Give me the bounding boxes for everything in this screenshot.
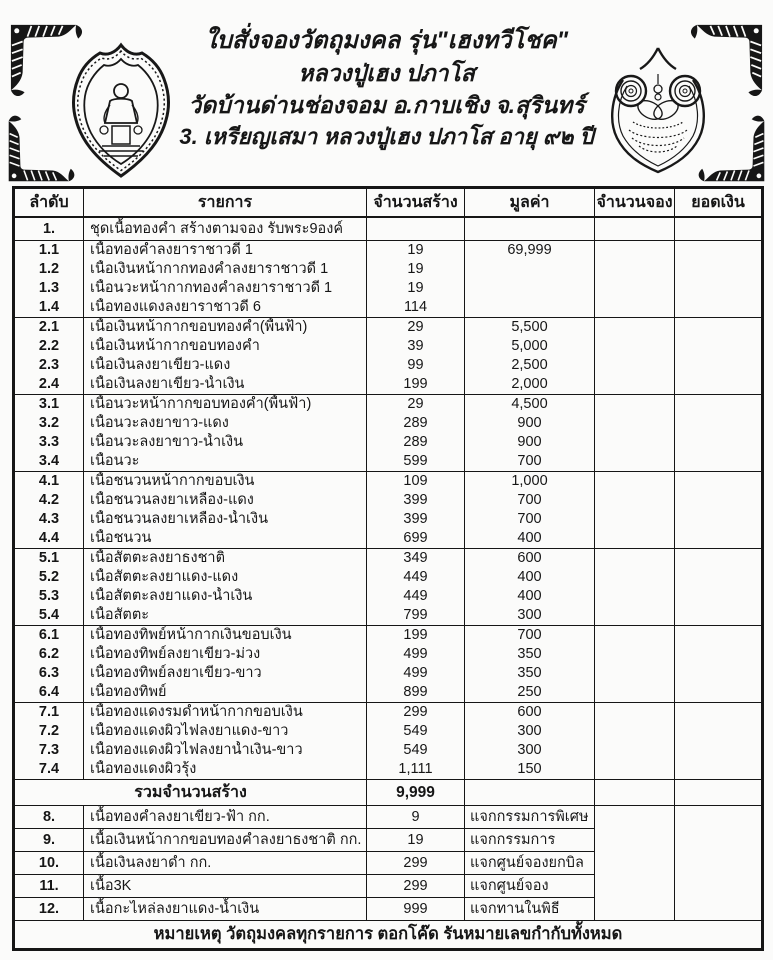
row-value: 1,000 bbox=[465, 472, 595, 492]
row-amount bbox=[675, 491, 763, 510]
row-made: 899 bbox=[367, 683, 465, 703]
row-reserved bbox=[595, 491, 675, 510]
row-item: เนื้อทองแดงผิวไฟลงยาแดง-ขาว bbox=[84, 722, 367, 741]
row-value: 400 bbox=[465, 529, 595, 549]
row-reserved bbox=[595, 452, 675, 472]
row-made: 289 bbox=[367, 433, 465, 452]
table-row bbox=[14, 568, 763, 587]
table-row bbox=[14, 433, 763, 452]
title-line-3: วัดบ้านด่านช่องจอม อ.กาบเชิง จ.สุรินทร์ bbox=[188, 92, 585, 119]
row-made: 999 bbox=[367, 898, 465, 921]
row-number: 5.2 bbox=[38, 569, 60, 586]
row-reserved bbox=[595, 760, 675, 780]
row-number: 7.3 bbox=[38, 742, 60, 759]
row-value: 700 bbox=[465, 491, 595, 510]
row-reserved bbox=[595, 298, 675, 318]
row-made: 599 bbox=[367, 452, 465, 472]
row-item: เนื้อชนวนลงยาเหลือง-น้ำเงิน bbox=[84, 510, 367, 529]
row-note: แจกกรรมการ bbox=[465, 829, 595, 852]
row-number: 3.1 bbox=[14, 395, 84, 415]
footer-note: หมายเหตุ วัตถุมงคลทุกรายการ ตอกโค๊ด รันหมายเลขกำกับทั้งหมด bbox=[14, 921, 763, 950]
col-header-made: จำนวนสร้าง bbox=[367, 188, 465, 218]
table-row bbox=[14, 510, 763, 529]
row-item: เนื้อทองทิพย์ลงยาเขียว-ขาว bbox=[84, 664, 367, 683]
row-number: 6.1 bbox=[14, 626, 84, 646]
row-reserved bbox=[595, 626, 675, 646]
form-header bbox=[0, 0, 773, 186]
row-item: เนื้อกะไหล่ลงยาแดง-น้ำเงิน bbox=[84, 898, 367, 921]
row-item: เนื้อเงินหน้ากากขอบทองคำ(พื้นฟ้า) bbox=[84, 318, 367, 338]
row-made: 549 bbox=[367, 741, 465, 760]
table-row bbox=[14, 298, 763, 318]
row-number: 12. bbox=[14, 898, 84, 921]
row-value: 350 bbox=[465, 664, 595, 683]
row-made: 499 bbox=[367, 664, 465, 683]
row-amount bbox=[675, 722, 763, 741]
footer-note-row bbox=[14, 921, 763, 950]
row-amount bbox=[675, 529, 763, 549]
row-amount bbox=[675, 626, 763, 646]
amulet-back-image bbox=[599, 46, 717, 178]
row-item: เนื้อทองแดงรมดำหน้ากากขอบเงิน bbox=[84, 703, 367, 723]
row-number: 7.2 bbox=[38, 723, 60, 740]
row-value: 600 bbox=[465, 549, 595, 569]
row-number: 1.4 bbox=[38, 299, 60, 316]
row-note: แจกทานในพิธี bbox=[465, 898, 595, 921]
row-note: แจกกรรมการพิเศษ bbox=[465, 806, 595, 829]
row-number: 6.2 bbox=[38, 646, 60, 663]
row-number: 2.3 bbox=[38, 357, 60, 374]
row-value bbox=[465, 298, 595, 318]
set-row bbox=[14, 217, 763, 241]
row-amount bbox=[675, 217, 763, 241]
table-row bbox=[14, 645, 763, 664]
row-reserved bbox=[595, 568, 675, 587]
row-value: 2,000 bbox=[465, 375, 595, 395]
row-reserved bbox=[595, 337, 675, 356]
row-amount bbox=[675, 741, 763, 760]
col-header-item: รายการ bbox=[84, 188, 367, 218]
row-made bbox=[367, 217, 465, 241]
row-value: 4,500 bbox=[465, 395, 595, 415]
row-item: เนื้อนวะลงยาขาว-แดง bbox=[84, 414, 367, 433]
row-item: เนื้อทองแดงผิวรุ้ง bbox=[84, 760, 367, 780]
row-value: 5,500 bbox=[465, 318, 595, 338]
table-row bbox=[14, 318, 763, 338]
row-item: เนื้อทองคำลงยาเขียว-ฟ้า กก. bbox=[84, 806, 367, 829]
row-amount bbox=[675, 664, 763, 683]
row-amount bbox=[675, 683, 763, 703]
row-value: 400 bbox=[465, 568, 595, 587]
row-amount bbox=[675, 549, 763, 569]
row-note: แจกศูนย์จอง bbox=[465, 875, 595, 898]
row-item: เนื้อทองทิพย์ bbox=[84, 683, 367, 703]
table-row bbox=[14, 452, 763, 472]
row-number: 1.1 bbox=[14, 241, 84, 261]
row-reserved bbox=[595, 414, 675, 433]
row-item: เนื้อเงินลงยาเขียว-แดง bbox=[84, 356, 367, 375]
row-number: 3.2 bbox=[38, 415, 60, 432]
row-item: เนื้อชนวน bbox=[84, 529, 367, 549]
table-row bbox=[14, 664, 763, 683]
row-made: 99 bbox=[367, 356, 465, 375]
row-made: 29 bbox=[367, 395, 465, 415]
row-reserved bbox=[595, 241, 675, 261]
order-table-header bbox=[14, 188, 763, 218]
row-number: 2.2 bbox=[38, 338, 60, 355]
table-row bbox=[14, 606, 763, 626]
row-made: 799 bbox=[367, 606, 465, 626]
table-row bbox=[14, 703, 763, 723]
row-amount bbox=[675, 395, 763, 415]
table-row bbox=[14, 626, 763, 646]
row-reserved bbox=[595, 260, 675, 279]
row-made: 399 bbox=[367, 491, 465, 510]
table-row bbox=[14, 395, 763, 415]
col-header-reserved: จำนวนจอง bbox=[595, 188, 675, 218]
row-note: แจกศูนย์จองยกบิล bbox=[465, 852, 595, 875]
row-reserved bbox=[595, 741, 675, 760]
table-row bbox=[14, 356, 763, 375]
row-item: เนื้อทองทิพย์ลงยาเขียว-ม่วง bbox=[84, 645, 367, 664]
row-number: 6.4 bbox=[38, 684, 60, 701]
row-item: เนื้อนวะลงยาขาว-น้ำเงิน bbox=[84, 433, 367, 452]
row-made: 199 bbox=[367, 626, 465, 646]
row-number: 1.3 bbox=[38, 280, 60, 297]
total-row bbox=[14, 780, 763, 806]
table-row bbox=[14, 722, 763, 741]
row-amount bbox=[675, 780, 763, 806]
row-value: 5,000 bbox=[465, 337, 595, 356]
row-made: 19 bbox=[367, 241, 465, 261]
row-value: 900 bbox=[465, 433, 595, 452]
row-item: เนื้อเงินหน้ากากขอบทองคำลงยาธงชาติ กก. bbox=[84, 829, 367, 852]
row-item: เนื้อสัตตะลงยาแดง-น้ำเงิน bbox=[84, 587, 367, 606]
row-reserved bbox=[595, 606, 675, 626]
row-value: 300 bbox=[465, 722, 595, 741]
row-value: 2,500 bbox=[465, 356, 595, 375]
row-reserved bbox=[595, 703, 675, 723]
row-amount bbox=[675, 375, 763, 395]
row-amount bbox=[675, 298, 763, 318]
row-number: 5.1 bbox=[14, 549, 84, 569]
table-row bbox=[14, 414, 763, 433]
row-reserved bbox=[595, 318, 675, 338]
row-amount bbox=[675, 760, 763, 780]
row-item: เนื้อสัตตะลงยาธงชาติ bbox=[84, 549, 367, 569]
row-item: เนื้อนวะ bbox=[84, 452, 367, 472]
table-row bbox=[14, 741, 763, 760]
row-amount bbox=[675, 356, 763, 375]
row-amount bbox=[675, 318, 763, 338]
table-row bbox=[14, 279, 763, 298]
row-amount bbox=[675, 337, 763, 356]
row-value: 69,999 bbox=[465, 241, 595, 261]
row-made: 699 bbox=[367, 529, 465, 549]
row-made: 19 bbox=[367, 829, 465, 852]
row-value: 900 bbox=[465, 414, 595, 433]
row-made: 109 bbox=[367, 472, 465, 492]
row-item: เนื้อสัตตะลงยาแดง-แดง bbox=[84, 568, 367, 587]
row-value: 300 bbox=[465, 741, 595, 760]
table-row bbox=[14, 241, 763, 261]
row-reserved bbox=[595, 279, 675, 298]
row-item: ชุดเนื้อทองคำ สร้างตามจอง รับพระ9องค์ bbox=[84, 217, 367, 241]
row-number: 2.1 bbox=[14, 318, 84, 338]
row-reserved bbox=[595, 217, 675, 241]
row-made: 39 bbox=[367, 337, 465, 356]
row-reserved bbox=[595, 683, 675, 703]
row-item: เนื้อสัตตะ bbox=[84, 606, 367, 626]
row-number: 8. bbox=[14, 806, 84, 829]
row-reserved bbox=[595, 780, 675, 806]
row-made: 19 bbox=[367, 279, 465, 298]
row-item: เนื้อทองคำลงยาราชาวดี 1 bbox=[84, 241, 367, 261]
row-made: 19 bbox=[367, 260, 465, 279]
row-amount bbox=[675, 414, 763, 433]
row-item: เนื้อทองแดงลงยาราชาวดี 6 bbox=[84, 298, 367, 318]
row-value: 300 bbox=[465, 606, 595, 626]
order-table bbox=[12, 186, 764, 951]
row-value bbox=[465, 279, 595, 298]
row-value bbox=[465, 780, 595, 806]
row-made: 114 bbox=[367, 298, 465, 318]
row-item: เนื้อนวะหน้ากากขอบทองคำ(พื้นฟ้า) bbox=[84, 395, 367, 415]
row-amount bbox=[675, 510, 763, 529]
row-made: 499 bbox=[367, 645, 465, 664]
form-title-block bbox=[162, 28, 612, 149]
row-made: 299 bbox=[367, 703, 465, 723]
row-amount bbox=[675, 568, 763, 587]
row-reserved bbox=[595, 645, 675, 664]
title-line-1: ใบสั่งจองวัตถุมงคล รุ่น"เฮงทวีโชค" bbox=[204, 27, 569, 54]
row-amount bbox=[675, 703, 763, 723]
row-value bbox=[465, 260, 595, 279]
row-value bbox=[465, 217, 595, 241]
row-made: 399 bbox=[367, 510, 465, 529]
row-reserved bbox=[595, 472, 675, 492]
row-reserved bbox=[595, 722, 675, 741]
row-item: เนื้อนวะหน้ากากทองคำลงยาราชาวดี 1 bbox=[84, 279, 367, 298]
row-reserved bbox=[595, 549, 675, 569]
row-value: 700 bbox=[465, 626, 595, 646]
order-table-body bbox=[14, 217, 763, 950]
row-number: 10. bbox=[14, 852, 84, 875]
row-made: 29 bbox=[367, 318, 465, 338]
row-number: 3.4 bbox=[38, 453, 60, 470]
row-number: 5.3 bbox=[38, 588, 60, 605]
row-reserved bbox=[595, 510, 675, 529]
row-made: 199 bbox=[367, 375, 465, 395]
header-row bbox=[14, 188, 763, 218]
row-number: 6.3 bbox=[38, 665, 60, 682]
col-header-no: ลำดับ bbox=[14, 188, 84, 218]
row-number: 4.1 bbox=[14, 472, 84, 492]
title-line-2: หลวงปู่เฮง ปภาโส bbox=[298, 60, 475, 87]
row-number: 7.1 bbox=[14, 703, 84, 723]
row-number: 7.4 bbox=[38, 761, 60, 778]
row-reserved bbox=[595, 529, 675, 549]
row-reserved bbox=[595, 433, 675, 452]
row-item: เนื้อเงินลงยาดำ กก. bbox=[84, 852, 367, 875]
row-item: เนื้อทองแดงผิวไฟลงยาน้ำเงิน-ขาว bbox=[84, 741, 367, 760]
row-amount bbox=[675, 433, 763, 452]
row-value: 600 bbox=[465, 703, 595, 723]
row-item: เนื้อเงินลงยาเขียว-น้ำเงิน bbox=[84, 375, 367, 395]
row-made: 549 bbox=[367, 722, 465, 741]
table-row bbox=[14, 375, 763, 395]
table-row bbox=[14, 683, 763, 703]
table-row bbox=[14, 760, 763, 780]
row-number: 5.4 bbox=[38, 607, 60, 624]
row-amount bbox=[675, 645, 763, 664]
table-row bbox=[14, 491, 763, 510]
row-reserved bbox=[595, 587, 675, 606]
row-item: เนื้อ3K bbox=[84, 875, 367, 898]
row-number: 4.4 bbox=[38, 530, 60, 547]
row-item: เนื้อทองทิพย์หน้ากากเงินขอบเงิน bbox=[84, 626, 367, 646]
give-row bbox=[14, 806, 763, 829]
col-header-amount: ยอดเงิน bbox=[675, 188, 763, 218]
row-made: 299 bbox=[367, 852, 465, 875]
row-item: เนื้อเงินหน้ากากทองคำลงยาราชาวดี 1 bbox=[84, 260, 367, 279]
row-amount bbox=[675, 606, 763, 626]
total-label: รวมจำนวนสร้าง bbox=[14, 780, 367, 806]
row-item: เนื้อชนวนหน้ากากขอบเงิน bbox=[84, 472, 367, 492]
row-number: 4.2 bbox=[38, 492, 60, 509]
table-row bbox=[14, 260, 763, 279]
total-made: 9,999 bbox=[367, 780, 465, 806]
row-amount bbox=[675, 587, 763, 606]
table-row bbox=[14, 529, 763, 549]
amount-merged-cell bbox=[675, 806, 763, 921]
row-number: 11. bbox=[14, 875, 84, 898]
row-made: 449 bbox=[367, 568, 465, 587]
row-item: เนื้อชนวนลงยาเหลือง-แดง bbox=[84, 491, 367, 510]
row-made: 349 bbox=[367, 549, 465, 569]
row-amount bbox=[675, 260, 763, 279]
table-row bbox=[14, 337, 763, 356]
row-amount bbox=[675, 241, 763, 261]
row-made: 449 bbox=[367, 587, 465, 606]
row-number: 4.3 bbox=[38, 511, 60, 528]
row-value: 150 bbox=[465, 760, 595, 780]
row-made: 9 bbox=[367, 806, 465, 829]
row-value: 400 bbox=[465, 587, 595, 606]
table-row bbox=[14, 472, 763, 492]
row-number: 2.4 bbox=[38, 376, 60, 393]
row-reserved bbox=[595, 395, 675, 415]
row-amount bbox=[675, 452, 763, 472]
row-item: เนื้อเงินหน้ากากขอบทองคำ bbox=[84, 337, 367, 356]
table-row bbox=[14, 549, 763, 569]
row-reserved bbox=[595, 375, 675, 395]
row-value: 700 bbox=[465, 452, 595, 472]
table-row bbox=[14, 587, 763, 606]
row-reserved bbox=[595, 356, 675, 375]
row-value: 700 bbox=[465, 510, 595, 529]
row-amount bbox=[675, 472, 763, 492]
row-amount bbox=[675, 279, 763, 298]
title-line-4: 3. เหรียญเสมา หลวงปู่เฮง ปภาโส อายุ ๙๒ ปี bbox=[179, 124, 594, 150]
row-made: 1,111 bbox=[367, 760, 465, 780]
row-made: 289 bbox=[367, 414, 465, 433]
row-made: 299 bbox=[367, 875, 465, 898]
col-header-value: มูลค่า bbox=[465, 188, 595, 218]
reserved-merged-cell bbox=[595, 806, 675, 921]
row-value: 250 bbox=[465, 683, 595, 703]
row-number: 9. bbox=[14, 829, 84, 852]
row-reserved bbox=[595, 664, 675, 683]
row-value: 350 bbox=[465, 645, 595, 664]
row-number: 1. bbox=[14, 217, 84, 241]
row-number: 1.2 bbox=[38, 261, 60, 278]
row-number: 3.3 bbox=[38, 434, 60, 451]
